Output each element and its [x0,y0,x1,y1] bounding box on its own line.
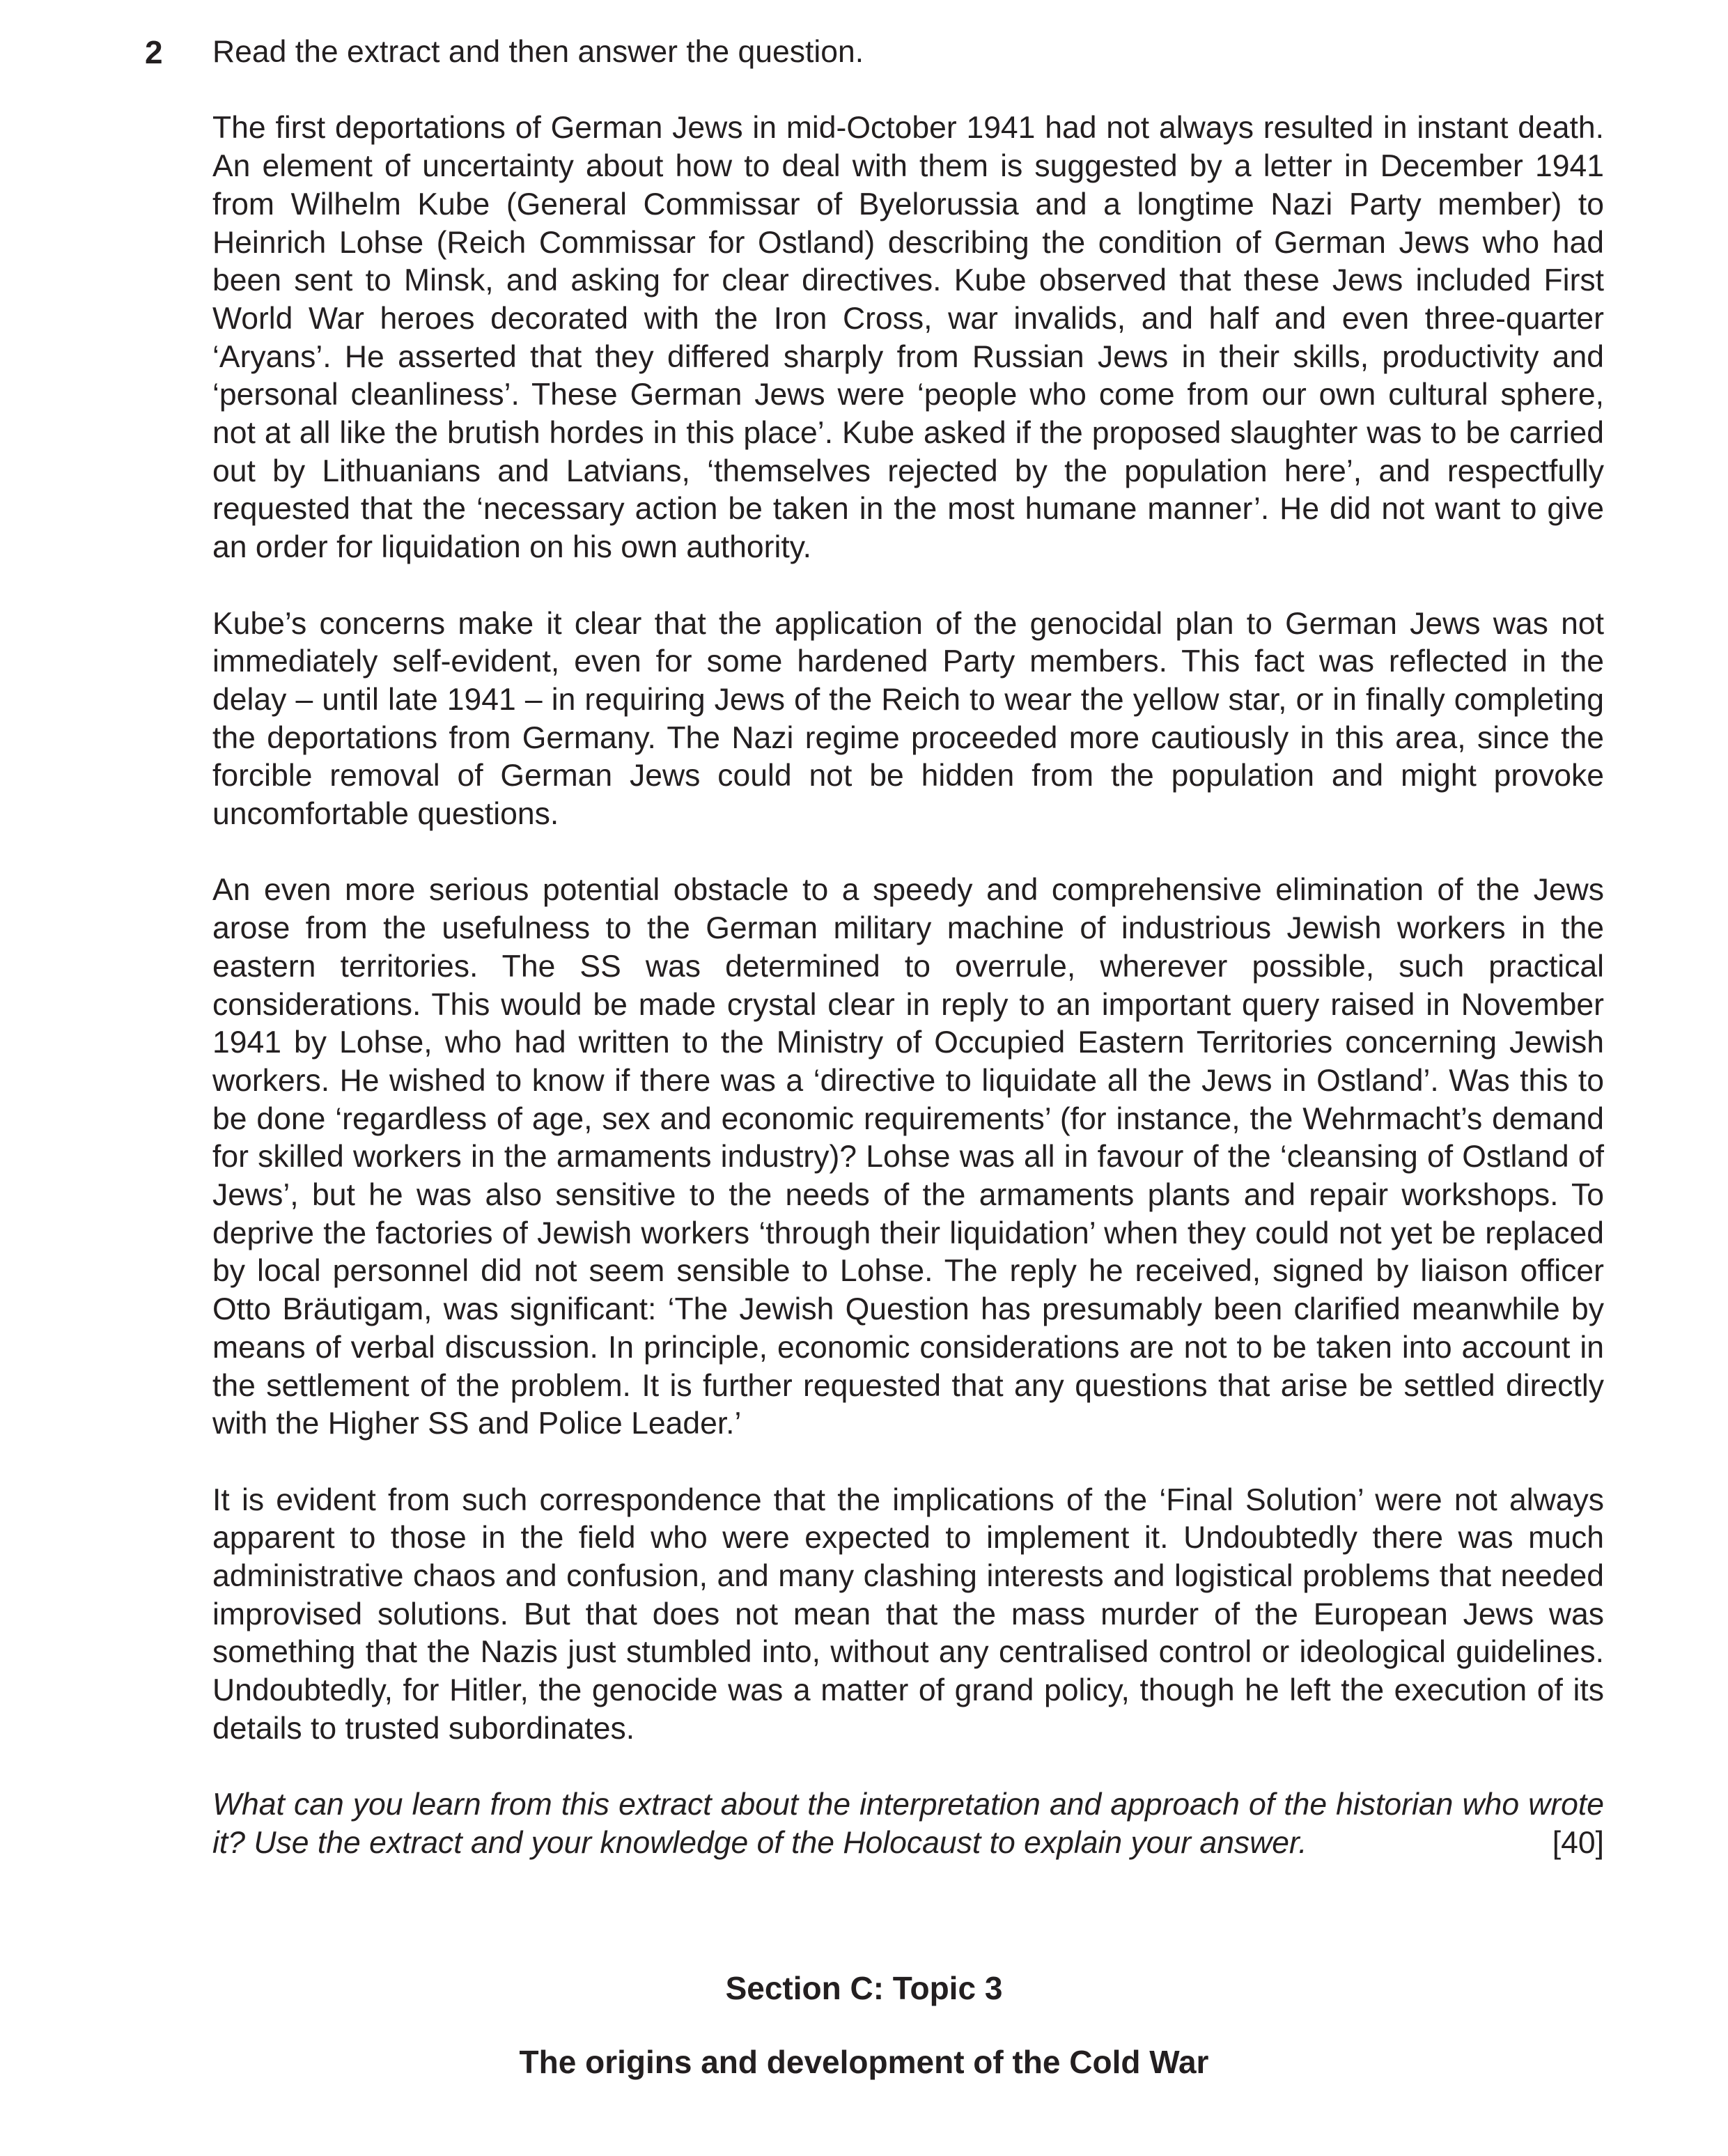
extract-paragraph-3: An even more serious potential obstacle to a speedy and comprehensive elimination of the Jews arose from the usefulness to the German military machine of industrious Jewish workers in the eastern territories. The SS was determined to overrule, wherever possible, such practical considerations. This would be made crystal clear in reply to an important query raised in November 1941 by Lohse, who had written to the Ministry of Occupied Eastern Territories concerning Jewish workers. He wished to know if there was a ‘directive to liquidate all the Jews in Ostland’. Was this to be done ‘regardless of age, sex and economic requirements’ (for instance, the Wehrmacht’s demand for skilled workers in the armaments industry)? Lohse was all in favour of the ‘cleansing of Ostland of Jews’, but he was also sensitive to the needs of the armaments plants and repair workshops. To deprive the factories of Jewish workers ‘through their liquidation’ when they could not yet be replaced by local personnel did not seem sensible to Lohse. The reply he received, signed by liaison officer Otto Bräutigam, was significant: ‘The Jewish Question has presumably been clarified meanwhile by means of verbal discussion. In principle, economic considerations are not to be taken into account in the settlement of the problem. It is further requested that any questions that arise be settled directly with the Higher SS and Police Leader.’ [212,873,1604,1441]
question-body [212,33,1604,1863]
extract-paragraph-4: It is evident from such correspondence that the implications of the ‘Final Solution’ were not always apparent to those in the field who were expected to implement it. Undoubtedly there was much administrative chaos and confusion, and many clashing interests and logistical problems that needed improvised solutions. But that does not mean that the mass murder of the European Jews was something that the Nazis just stumbled into, without any centralised control or ideological guidelines. Undoubtedly, for Hitler, the genocide was a matter of grand policy, though he left the execution of its details to trusted subordinates. [212,1482,1604,1746]
question-instruction: Read the extract and then answer the question. [212,35,864,69]
question-prompt [212,1786,1604,1862]
question-number: 2 [145,34,163,70]
section-title: The origins and development of the Cold War [519,2044,1209,2080]
extract-paragraph-2: Kube’s concerns make it clear that the application of the genocidal plan to German Jews was not immediately self-evident, even for some hardened Party members. This fact was reflected in the delay – until late 1941 – in requiring Jews of the Reich to wear the yellow star, or in finally completing the deportations from Germany. The Nazi regime proceeded more cautiously in this area, since the forcible removal of German Jews could not be hidden from the population and might provoke uncomfortable questions. [212,606,1604,832]
extract-paragraph-1: The first deportations of German Jews in mid-October 1941 had not always resulted in instant death. An element of uncertainty about how to deal with them is suggested by a letter in December 1941 from Wilhelm Kube (General Commissar of Byelorussia and a longtime Nazi Party member) to Heinrich Lohse (Reich Commissar for Ostland) describing the condition of German Jews who had been sent to Minsk, and asking for clear directives. Kube observed that these Jews included First World War heroes decorated with the Iron Cross, war invalids, and half and even three-quarter ‘Aryans’. He asserted that they differed sharply from Russian Jews in their skills, productivity and ‘personal cleanliness’. These German Jews were ‘people who come from our own cultural sphere, not at all like the brutish hordes in this place’. Kube asked if the proposed slaughter was to be carried out by Lithuanians and Latvians, ‘themselves rejected by the population here’, and respectfully requested that the ‘necessary action be taken in the most humane manner’. He did not want to give an order for liquidation on his own authority. [212,111,1604,565]
section-heading: Section C: Topic 3 [725,1970,1003,2006]
question-marks: [40] [1552,1825,1604,1860]
question-prompt-text: What can you learn from this extract about the interpretation and approach of the historian who wrote it? Use the extract and your knowledge of the Holocaust to explain your answer. [212,1787,1604,1860]
